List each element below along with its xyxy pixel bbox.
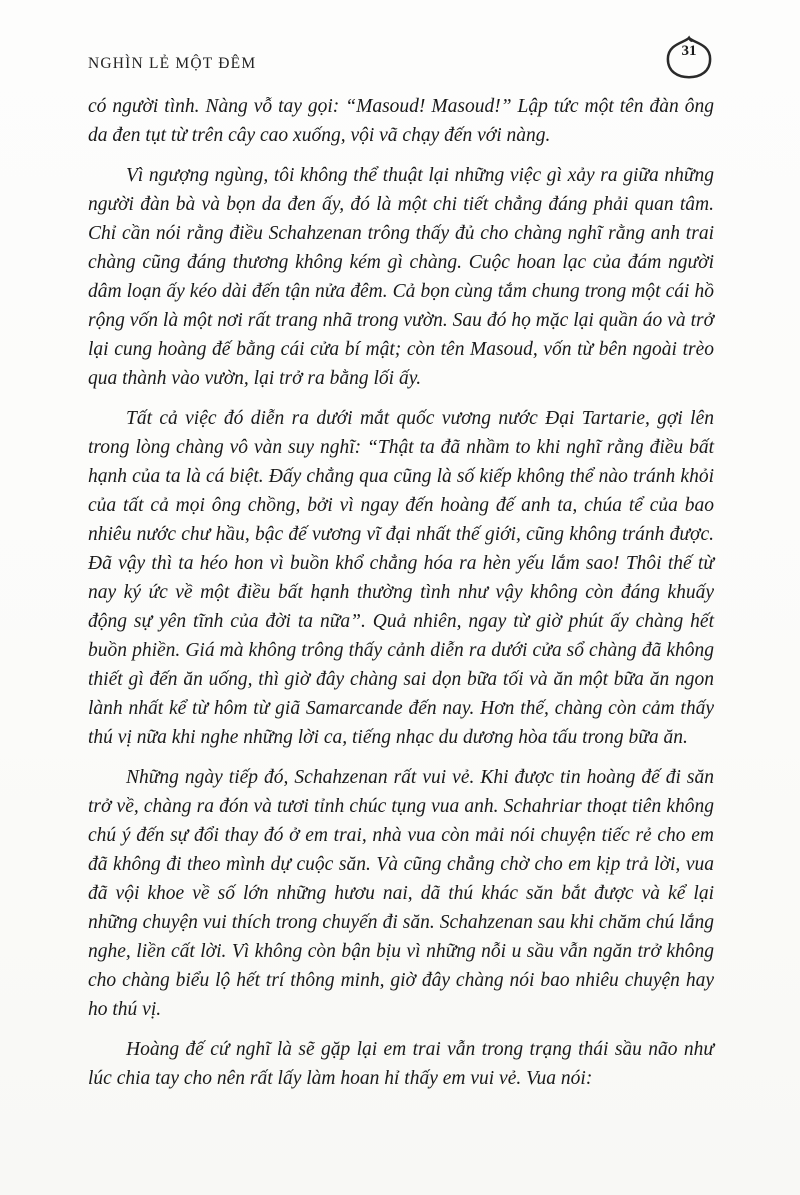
- paragraph: Vì ngượng ngùng, tôi không thể thuật lại những việc gì xảy ra giữa những người đàn bà và bọn da đen ấy, đó là một chi tiết chẳng đáng phải quan tâm. Chỉ cần nói rằng điều Schahzenan trông thấy đủ cho chàng nghĩ rằng anh trai chàng cũng đáng thương không kém gì chàng. Cuộc hoan lạc của đám người dâm loạn ấy kéo dài đến tận nửa đêm. Cả bọn cùng tắm chung trong một cái hồ rộng vốn là một nơi rất trang nhã trong vườn. Sau đó họ mặc lại quần áo và trở lại cung hoàng đế bằng cái cửa bí mật; còn tên Masoud, vốn từ bên ngoài trèo qua thành vào vườn, lại trở ra bằng lối ấy.: [88, 165, 714, 389]
- paragraph: Những ngày tiếp đó, Schahzenan rất vui vẻ. Khi được tin hoàng đế đi săn trở về, chàng ra đón và tươi tỉnh chúc tụng vua anh. Schahriar thoạt tiên không chú ý đến sự đổi thay đó ở em trai, nhà vua còn mải nói chuyện tiếc rẻ cho em đã không đi theo mình dự cuộc săn. Và cũng chẳng chờ cho em kịp trả lời, vua đã vội khoe về số lớn những hươu nai, dã thú khác săn bắt được và kể lại những chuyện vui thích trong chuyến đi săn. Schahzenan sau khi chăm chú lắng nghe, liền cất lời. Vì không còn bận bịu vì những nỗi u sầu vẫn ngăn trở không cho chàng biểu lộ hết trí thông minh, giờ đây chàng nói bao nhiêu chuyện hay ho thú vị.: [88, 767, 714, 1020]
- page-number-badge: [660, 34, 718, 82]
- paragraph: có người tình. Nàng vỗ tay gọi: “Masoud! Masoud!” Lập tức một tên đàn ông da đen tụt từ trên cây cao xuống, vội vã chạy đến với nàng.: [88, 96, 714, 146]
- book-title: NGHÌN LẺ MỘT ĐÊM: [88, 55, 257, 72]
- page-number: 31: [681, 43, 697, 59]
- page-body: [88, 92, 714, 1104]
- paragraph: Tất cả việc đó diễn ra dưới mắt quốc vương nước Đại Tartarie, gợi lên trong lòng chàng vô vàn suy nghĩ: “Thật ta đã nhầm to khi nghĩ rằng điều bất hạnh của ta là cá biệt. Đấy chẳng qua cũng là số kiếp không thể nào tránh khỏi của tất cả mọi ông chồng, bởi vì ngay đến hoàng đế anh ta, chúa tể của bao nhiêu nước chư hầu, bậc đế vương vĩ đại nhất thế giới, cũng không tránh được. Đã vậy thì ta héo hon vì buồn khổ chẳng hóa ra hèn yếu lắm sao! Thôi thế từ nay ký ức về một điều bất hạnh thường tình như vậy không còn đáng khuấy động sự yên tĩnh của đời ta nữa”. Quả nhiên, ngay từ giờ phút ấy chàng hết buồn phiền. Giá mà không trông thấy cảnh diễn ra dưới cửa sổ chàng đã không thiết gì đến ăn uống, thì giờ đây chàng sai dọn bữa tối và ăn một bữa ăn ngon lành nhất kể từ hôm từ giã Samarcande đến nay. Hơn thế, chàng còn cảm thấy thú vị nữa khi nghe những lời ca, tiếng nhạc du dương hòa tấu trong bữa ăn.: [88, 408, 714, 748]
- running-header: [88, 34, 718, 82]
- paragraph: Hoàng đế cứ nghĩ là sẽ gặp lại em trai vẫn trong trạng thái sầu não như lúc chia tay cho nên rất lấy làm hoan hỉ thấy em vui vẻ. Vua nói:: [88, 1039, 714, 1089]
